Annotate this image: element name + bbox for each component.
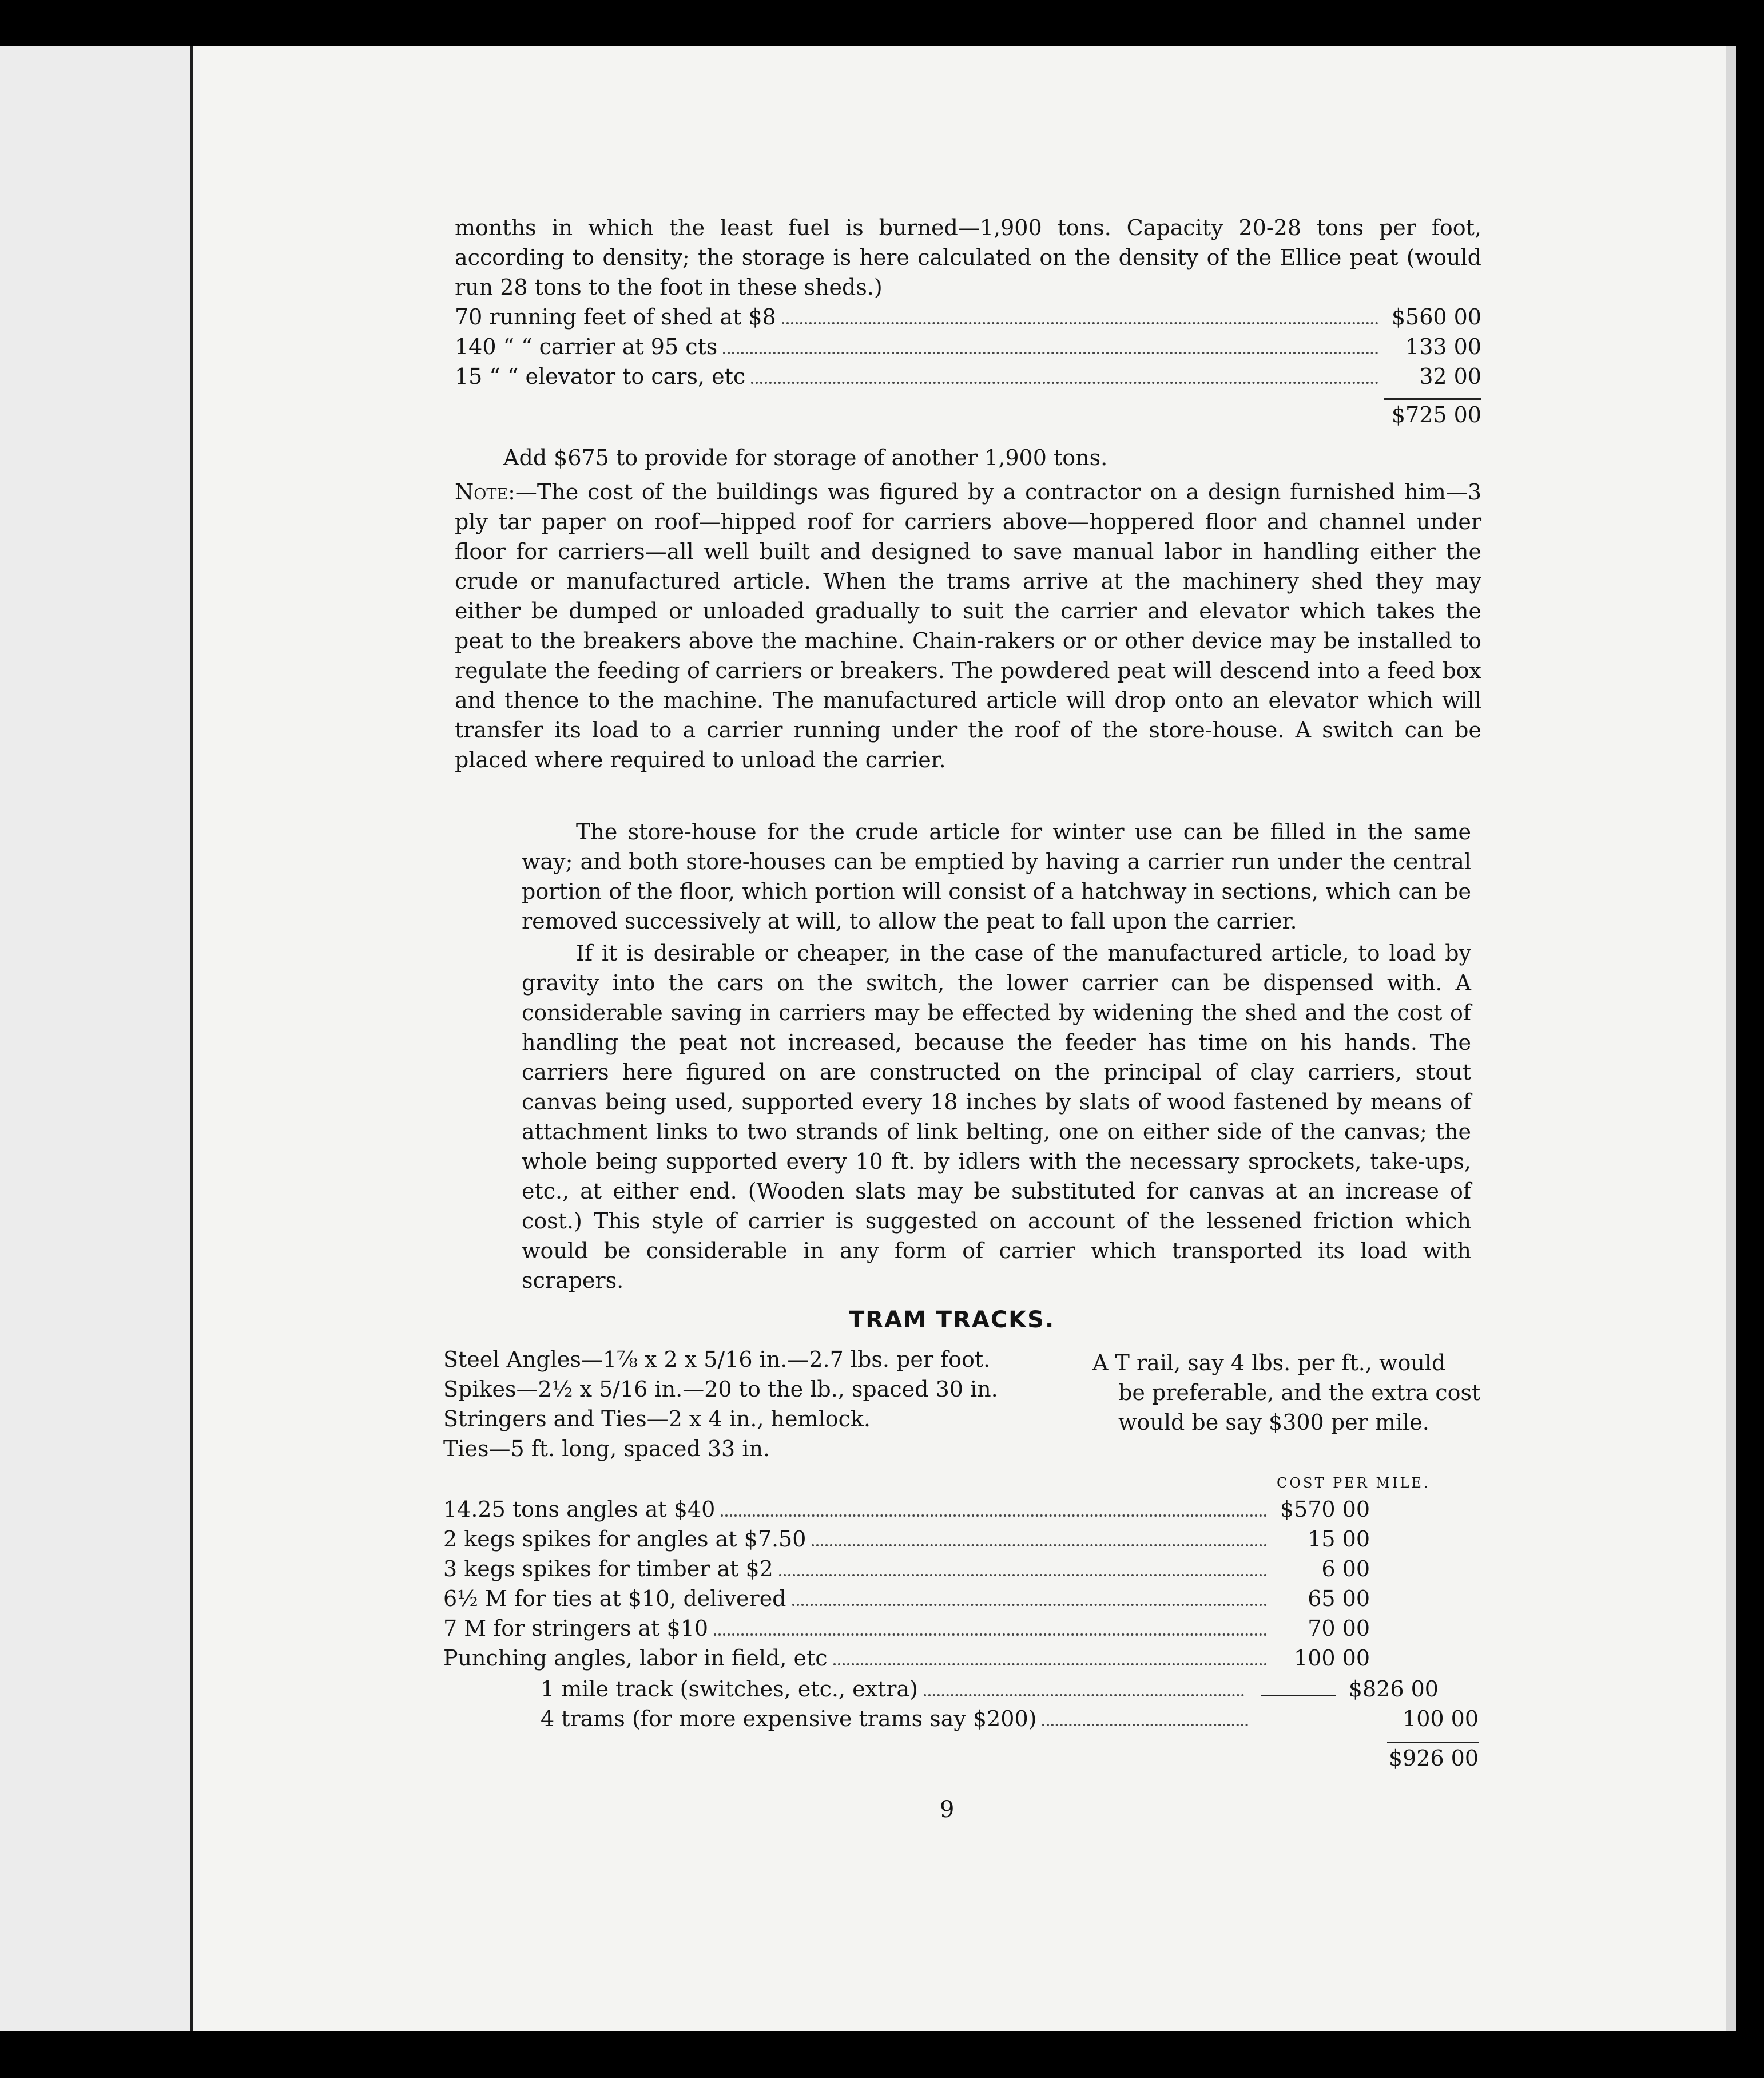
ledger-total-row (541, 1743, 1479, 1773)
dot-leader (792, 1604, 1267, 1606)
ledger-row-amount: 32 00 (1419, 364, 1481, 389)
ledger-row-amount: 6 00 (1321, 1556, 1370, 1581)
note-paragraph-2: The store-house for the crude article for winter use can be filled in the same way; and both store-houses can be emptied by having a carrier run under the central portion of the floor, which portion will consist of a hatchway in sections, which can be removed successively at will, to allow the peat to fall upon the carrier. (522, 819, 1471, 934)
page-edge-shadow (1726, 46, 1736, 2031)
ledger-row-label: 7 M for stringers at $10 (443, 1616, 709, 1641)
cost-per-mile-header: COST PER MILE. (1277, 1475, 1431, 1491)
dot-leader (1042, 1724, 1248, 1726)
intro-paragraph: months in which the least fuel is burned—1,900 tons. Capacity 20-28 tons per foot, according to density; the storage is here calculated on the density of the Ellice peat (would run 28 tons to the foot in these sheds.) (455, 215, 1481, 300)
note-paragraph-1 (455, 477, 1481, 775)
ledger-row (443, 1643, 1370, 1673)
ledger-row (541, 1674, 1479, 1704)
dot-leader (721, 1514, 1267, 1517)
dot-leader (751, 382, 1378, 384)
storage-add-note: Add $675 to provide for storage of another 1,900 tons. (503, 445, 1108, 470)
ledger-row (443, 1494, 1370, 1524)
ledger-row-amount: 65 00 (1308, 1586, 1370, 1611)
ledger-row (443, 1524, 1370, 1554)
ledger-row-label: 140 “ “ carrier at 95 cts (455, 334, 718, 359)
ledger-row-amount: 133 00 (1405, 334, 1481, 359)
ledger-row-label: 14.25 tons angles at $40 (443, 1497, 716, 1522)
ledger-row-label: 4 trams (for more expensive trams say $200) (541, 1706, 1037, 1731)
aside-line: A T rail, say 4 lbs. per ft., would (1092, 1350, 1446, 1375)
tram-cost-ledger (443, 1494, 1370, 1673)
ledger-row (455, 332, 1481, 362)
note-text: :—The cost of the buildings was figured by a contractor on a design furnished him—3 ply tar paper on roof—hipped roof for carriers above—hoppered floor and channel under floor for carriers—all well built and designed to save manual labor in handling either the crude or manufactured article. When the trams arrive at the machinery shed they may either be dumped or unloaded gradually to suit the carrier and elevator which takes the peat to the breakers above the machine. Chain-rakers or or other device may be installed to regulate the feeding of carriers or breakers. The powdered peat will descend into a feed box and thence to the machine. The manufactured article will drop onto an elevator which will transfer its load to a carrier running under the roof of the store-house. A switch can be placed where required to unload the carrier. (455, 479, 1481, 772)
ledger-row-label: 3 kegs spikes for timber at $2 (443, 1556, 773, 1581)
dot-leader (714, 1633, 1267, 1636)
ledger-row-amount: 100 00 (1294, 1645, 1370, 1671)
ledger-row-amount: $826 00 (1348, 1676, 1439, 1702)
dot-leader (833, 1663, 1267, 1665)
tram-specs (443, 1345, 1072, 1464)
spec-line: Stringers and Ties—2 x 4 in., hemlock. (443, 1406, 871, 1431)
grand-total: $926 00 (1388, 1746, 1479, 1771)
t-rail-aside (1092, 1348, 1493, 1437)
shed-cost-ledger (455, 302, 1481, 430)
ledger-row (443, 1554, 1370, 1584)
dot-leader (812, 1544, 1267, 1546)
ledger-row-amount: $570 00 (1280, 1497, 1370, 1522)
tram-tracks-heading: TRAM TRACKS. (849, 1307, 1055, 1333)
dot-leader (782, 322, 1378, 324)
aside-line: be preferable, and the extra cost (1118, 1380, 1481, 1405)
facing-page-margin (0, 46, 192, 2031)
ledger-row (541, 1704, 1479, 1734)
ledger-row-amount: $560 00 (1391, 304, 1481, 330)
spec-line: Steel Angles—1⅞ x 2 x 5/16 in.—2.7 lbs. per foot. (443, 1347, 991, 1372)
ledger-row-label: 70 running feet of shed at $8 (455, 304, 776, 330)
dot-leader (723, 352, 1378, 354)
page-number: 9 (940, 1797, 955, 1823)
ledger-row (455, 302, 1481, 332)
sum-dash (1261, 1695, 1336, 1696)
ledger-row-amount: 15 00 (1308, 1526, 1370, 1552)
ledger-row (443, 1584, 1370, 1613)
ledger-row-amount: 100 00 (1403, 1706, 1479, 1731)
ledger-row-label: 15 “ “ elevator to cars, etc (455, 364, 746, 389)
dot-leader (924, 1694, 1244, 1696)
ledger-row (443, 1613, 1370, 1643)
spec-line: Ties—5 ft. long, spaced 33 in. (443, 1436, 770, 1461)
ledger-row-amount: 70 00 (1308, 1616, 1370, 1641)
ledger-total: $725 00 (1391, 402, 1481, 427)
dot-leader (779, 1574, 1267, 1576)
note-paragraph-3: If it is desirable or cheaper, in the case of the manufactured article, to load by gravity into the cars on the switch, the lower carrier can be dispensed with. A considerable saving in carriers may be effected by widening the shed and the cost of handling the peat not increased, because the feeder has time on his hands. The carriers here figured on are constructed on the principal of clay carriers, stout canvas being used, supported every 18 inches by slats of wood fastened by means of attachment links to two strands of link belting, one on either side of the canvas; the whole being supported every 10 ft. by idlers with the necessary sprockets, take-ups, etc., at either end. (Wooden slats may be substituted for canvas at an increase of cost.) This style of carrier is suggested on account of the lessened friction which would be considerable in any form of carrier which transported its load with scrapers. (522, 941, 1471, 1293)
aside-line: would be say $300 per mile. (1118, 1410, 1429, 1435)
ledger-row (455, 362, 1481, 391)
spec-line: Spikes—2½ x 5/16 in.—20 to the lb., spaced 30 in. (443, 1377, 998, 1402)
mile-track-ledger (541, 1674, 1479, 1773)
ledger-row-label: 6½ M for ties at $10, delivered (443, 1586, 786, 1611)
note-label: Note (455, 479, 508, 505)
page-fold-line (190, 46, 193, 2031)
ledger-row-label: Punching angles, labor in field, etc (443, 1645, 828, 1671)
ledger-row-label: 2 kegs spikes for angles at $7.50 (443, 1526, 806, 1552)
ledger-row-label: 1 mile track (switches, etc., extra) (541, 1676, 918, 1702)
ledger-total-row (455, 400, 1481, 430)
